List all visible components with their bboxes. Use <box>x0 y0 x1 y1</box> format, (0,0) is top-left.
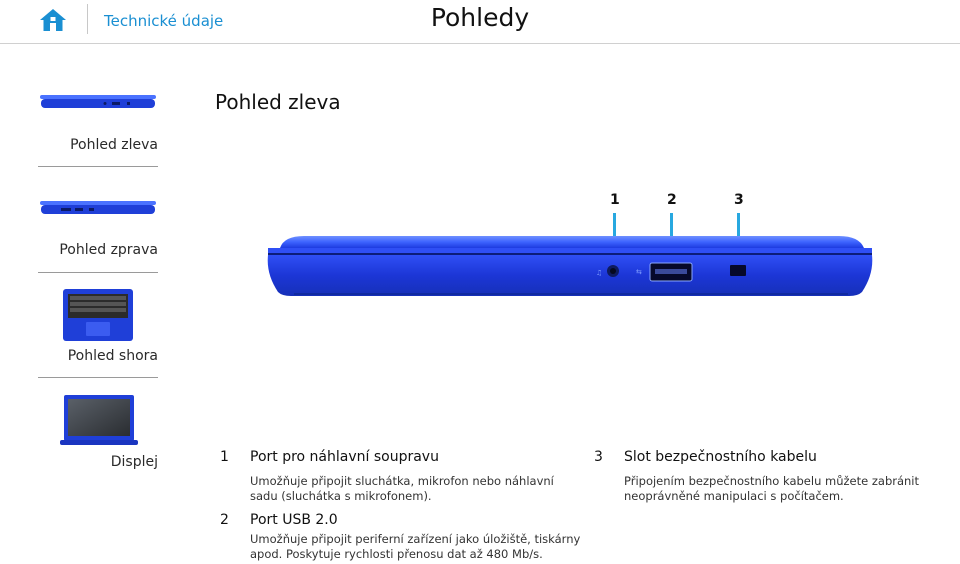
nav-label: Pohled shora <box>67 348 158 364</box>
laptop-left-side-thumbnail <box>39 94 157 110</box>
nav-label: Displej <box>110 454 158 470</box>
section-title: Pohled zleva <box>215 90 341 114</box>
nav-item-display[interactable] <box>38 392 158 474</box>
spec-title: Port USB 2.0 <box>250 512 338 528</box>
spec-description-line: sadu (sluchátka s mikrofonem). <box>250 489 432 503</box>
nav-label: Pohled zleva <box>70 137 158 153</box>
top-bar <box>0 0 960 44</box>
nav-label: Pohled zprava <box>59 242 158 258</box>
spec-description <box>250 474 554 504</box>
laptop-display-thumbnail <box>60 394 138 446</box>
callout-number: 3 <box>734 192 744 208</box>
svg-text:⇆: ⇆ <box>636 268 642 276</box>
laptop-right-side-thumbnail <box>39 200 157 216</box>
breadcrumb-link[interactable]: Technické údaje <box>104 12 224 30</box>
svg-text:♫: ♫ <box>596 269 603 277</box>
page-title: Pohledy <box>430 3 530 32</box>
spec-number: 2 <box>220 512 229 528</box>
callout-number: 1 <box>610 192 620 208</box>
spec-description <box>624 474 919 504</box>
nav-divider <box>38 166 158 167</box>
callout-number: 2 <box>667 192 677 208</box>
spec-number: 1 <box>220 449 229 465</box>
laptop-left-side-illustration <box>264 234 876 300</box>
spec-number: 3 <box>594 449 603 465</box>
spec-description-line: apod. Poskytuje rychlosti přenosu dat až 480 Mb/s. <box>250 547 543 561</box>
spec-description-line: Umožňuje připojit sluchátka, mikrofon nebo náhlavní <box>250 474 554 488</box>
spec-description-line: Připojením bezpečnostního kabelu můžete zabránit <box>624 474 920 488</box>
spec-description <box>250 532 580 562</box>
nav-divider <box>38 272 158 273</box>
nav-item-top-view[interactable] <box>38 286 158 380</box>
spec-description-line: neoprávněné manipulaci s počítačem. <box>624 489 844 503</box>
spec-title: Port pro náhlavní soupravu <box>250 449 439 465</box>
nav-item-right-view[interactable] <box>38 196 158 274</box>
nav-divider <box>38 377 158 378</box>
spec-title: Slot bezpečnostního kabelu <box>624 449 817 465</box>
nav-item-left-view[interactable] <box>38 90 158 168</box>
laptop-top-view-thumbnail <box>62 288 134 342</box>
spec-description-line: Umožňuje připojit periferní zařízení jako úložiště, tiskárny <box>250 532 581 546</box>
